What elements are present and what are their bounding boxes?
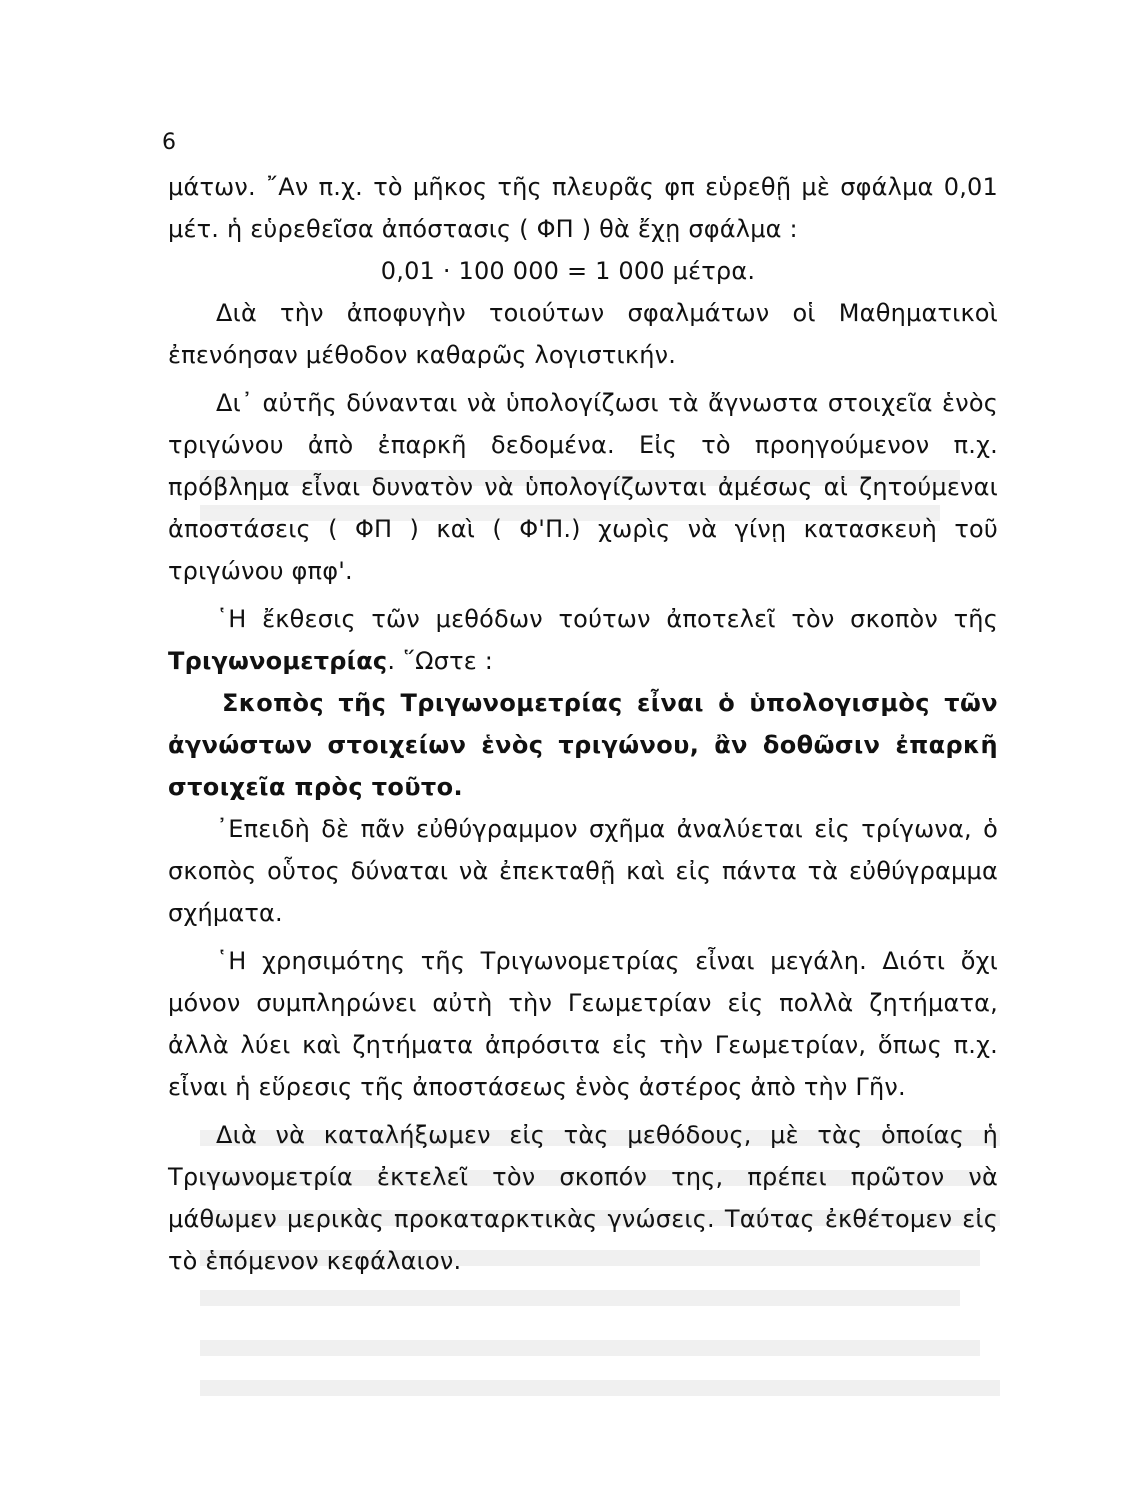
paragraph-7: Διὰ νὰ καταλήξωμεν εἰς τὰς μεθόδους, μὲ τὰς ὁποίας ἡ Τριγωνομετρία ἐκτελεῖ τὸν σκοπόν της, πρέπει πρῶτον νὰ μάθωμεν μερικὰς προκαταρκτικὰς γνώσεις. Ταύτας ἐκθέτομεν εἰς τὸ ἑπόμενον κεφάλαιον. <box>168 1121 998 1275</box>
definition-bold: Σκοπὸς τῆς Τριγωνομετρίας εἶναι ὁ ὑπολογισμὸς τῶν ἀγνώστων στοιχείων ἑνὸς τριγώνου, ἂν δοθῶσιν ἐπαρκῆ στοιχεῖα πρὸς τοῦτο. <box>168 689 998 801</box>
paragraph-4-end: . ῞Ωστε : <box>387 647 494 675</box>
paragraph-4-start: ῾Η ἔκθεσις τῶν μεθόδων τούτων ἀποτελεῖ τὸν σκοπὸν τῆς <box>216 605 998 633</box>
page-number: 6 <box>162 130 176 155</box>
paragraph-4-bold-term: Τριγωνομετρίας <box>168 647 388 675</box>
paragraph-3: Δι᾽ αὐτῆς δύνανται νὰ ὑπολογίζωσι τὰ ἄγνωστα στοιχεῖα ἑνὸς τριγώνου ἀπὸ ἐπαρκῆ δεδομένα. Εἰς τὸ προηγούμενον π.χ. πρόβλημα εἶναι δυνατὸν νὰ ὑπολογίζωνται ἀμέσως αἱ ζητούμεναι ἀποστάσεις ( ΦΠ ) καὶ ( Φ'Π.) χωρὶς νὰ γίνῃ κατασκευὴ τοῦ τριγώνου φπφ'. <box>168 389 998 585</box>
paragraph-6: ῾Η χρησιμότης τῆς Τριγωνομετρίας εἶναι μεγάλη. Διότι ὄχι μόνον συμπληρώνει αὐτὴ τὴν Γεωμετρίαν εἰς πολλὰ ζητήματα, ἀλλὰ λύει καὶ ζητήματα ἀπρόσιτα εἰς τὴν Γεωμετρίαν, ὅπως π.χ. εἶναι ἡ εὕρεσις τῆς ἀποστάσεως ἑνὸς ἀστέρος ἀπὸ τὴν Γῆν. <box>168 947 998 1101</box>
paragraph-1: μάτων. ῎Αν π.χ. τὸ μῆκος τῆς πλευρᾶς φπ εὑρεθῇ μὲ σφάλμα 0,01 μέτ. ἡ εὑρεθεῖσα ἀπόστασις ( ΦΠ ) θὰ ἔχῃ σφάλμα : <box>168 173 998 243</box>
paragraph-2: Διὰ τὴν ἀποφυγὴν τοιούτων σφαλμάτων οἱ Μαθηματικοὶ ἐπενόησαν μέθοδον καθαρῶς λογιστικήν. <box>168 299 998 369</box>
paragraph-5: ᾽Επειδὴ δὲ πᾶν εὐθύγραμμον σχῆμα ἀναλύεται εἰς τρίγωνα, ὁ σκοπὸς οὗτος δύναται νὰ ἐπεκταθῇ καὶ εἰς πάντα τὰ εὐθύγραμμα σχήματα. <box>168 815 998 927</box>
paragraph-4 <box>168 598 998 682</box>
formula-line: 0,01 · 100 000 = 1 000 μέτρα. <box>380 257 756 285</box>
body-text <box>168 166 998 1282</box>
